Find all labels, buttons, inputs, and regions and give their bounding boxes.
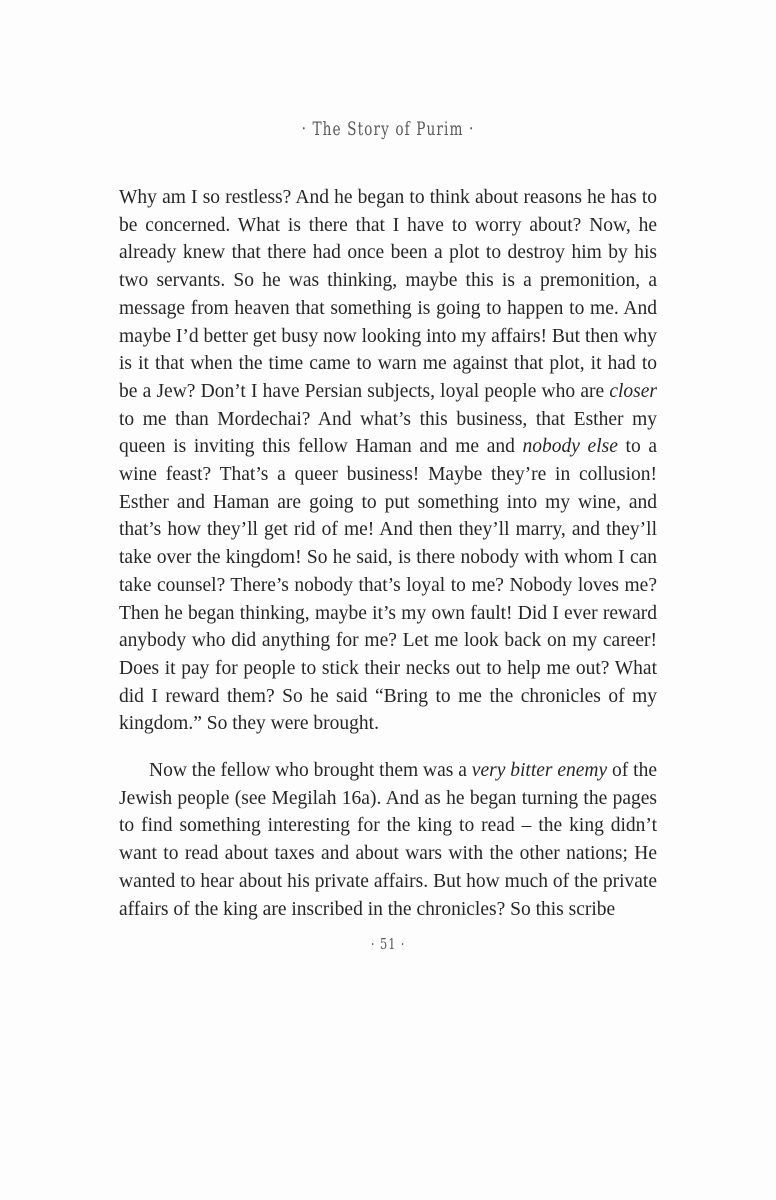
text-run: to me than Mordechai? And what’s this business, that Esther my queen is inviting this fellow Haman and me and [119, 408, 657, 458]
italic-run: closer [609, 380, 657, 402]
page-number: · 51 · [370, 935, 406, 954]
italic-run: very bitter enemy [471, 760, 608, 782]
paragraph [119, 757, 657, 923]
text-run: of the Jewish people (see Megilah 16a). And as he began turning the pages to find something interesting for the king to read – the king didn’t want to read about taxes and about wars with the other nations; He wanted to hear about his private affairs. But how much of the private affairs of the king are inscribed in the chronicles? So this scribe [119, 760, 657, 920]
paragraph [119, 184, 657, 738]
text-run: to a wine feast? That’s a queer business! Maybe they’re in collusion! Esther and Haman are going to put something into my wine, and that’s how they’ll get rid of me! And then they’ll marry, and they’ll take over the kingdom! So he said, is there nobody with whom I can take counsel? There’s nobody that’s loyal to me? Nobody loves me? Then he began thinking, maybe it’s my own fault! Did I ever reward anybody who did anything for me? Let me look back on my career! Does it pay for people to stick their necks out to help me out? What did I reward them? So he said “Bring to me the chronicles of my kingdom.” So they were brought. [119, 436, 657, 735]
page-body [119, 184, 657, 923]
book-page [119, 0, 657, 954]
italic-run: nobody else [522, 436, 618, 458]
chapter-title: · The Story of Purim · [301, 118, 475, 140]
running-header [119, 118, 657, 144]
text-run: Now the fellow who brought them was a [149, 760, 472, 782]
text-run: Why am I so restless? And he began to think about reasons he has to be concerned. What is there that I have to worry about? Now, he already knew that there had once been a plot to destroy him by his two servants. So he was thinking, maybe this is a premonition, a message from heaven that something is going to happen to me. And maybe I’d better get busy now looking into my affairs! But then why is it that when the time came to warn me against that plot, it had to be a Jew? Don’t I have Persian subjects, loyal people who are [119, 187, 657, 402]
page-footer [119, 935, 657, 954]
